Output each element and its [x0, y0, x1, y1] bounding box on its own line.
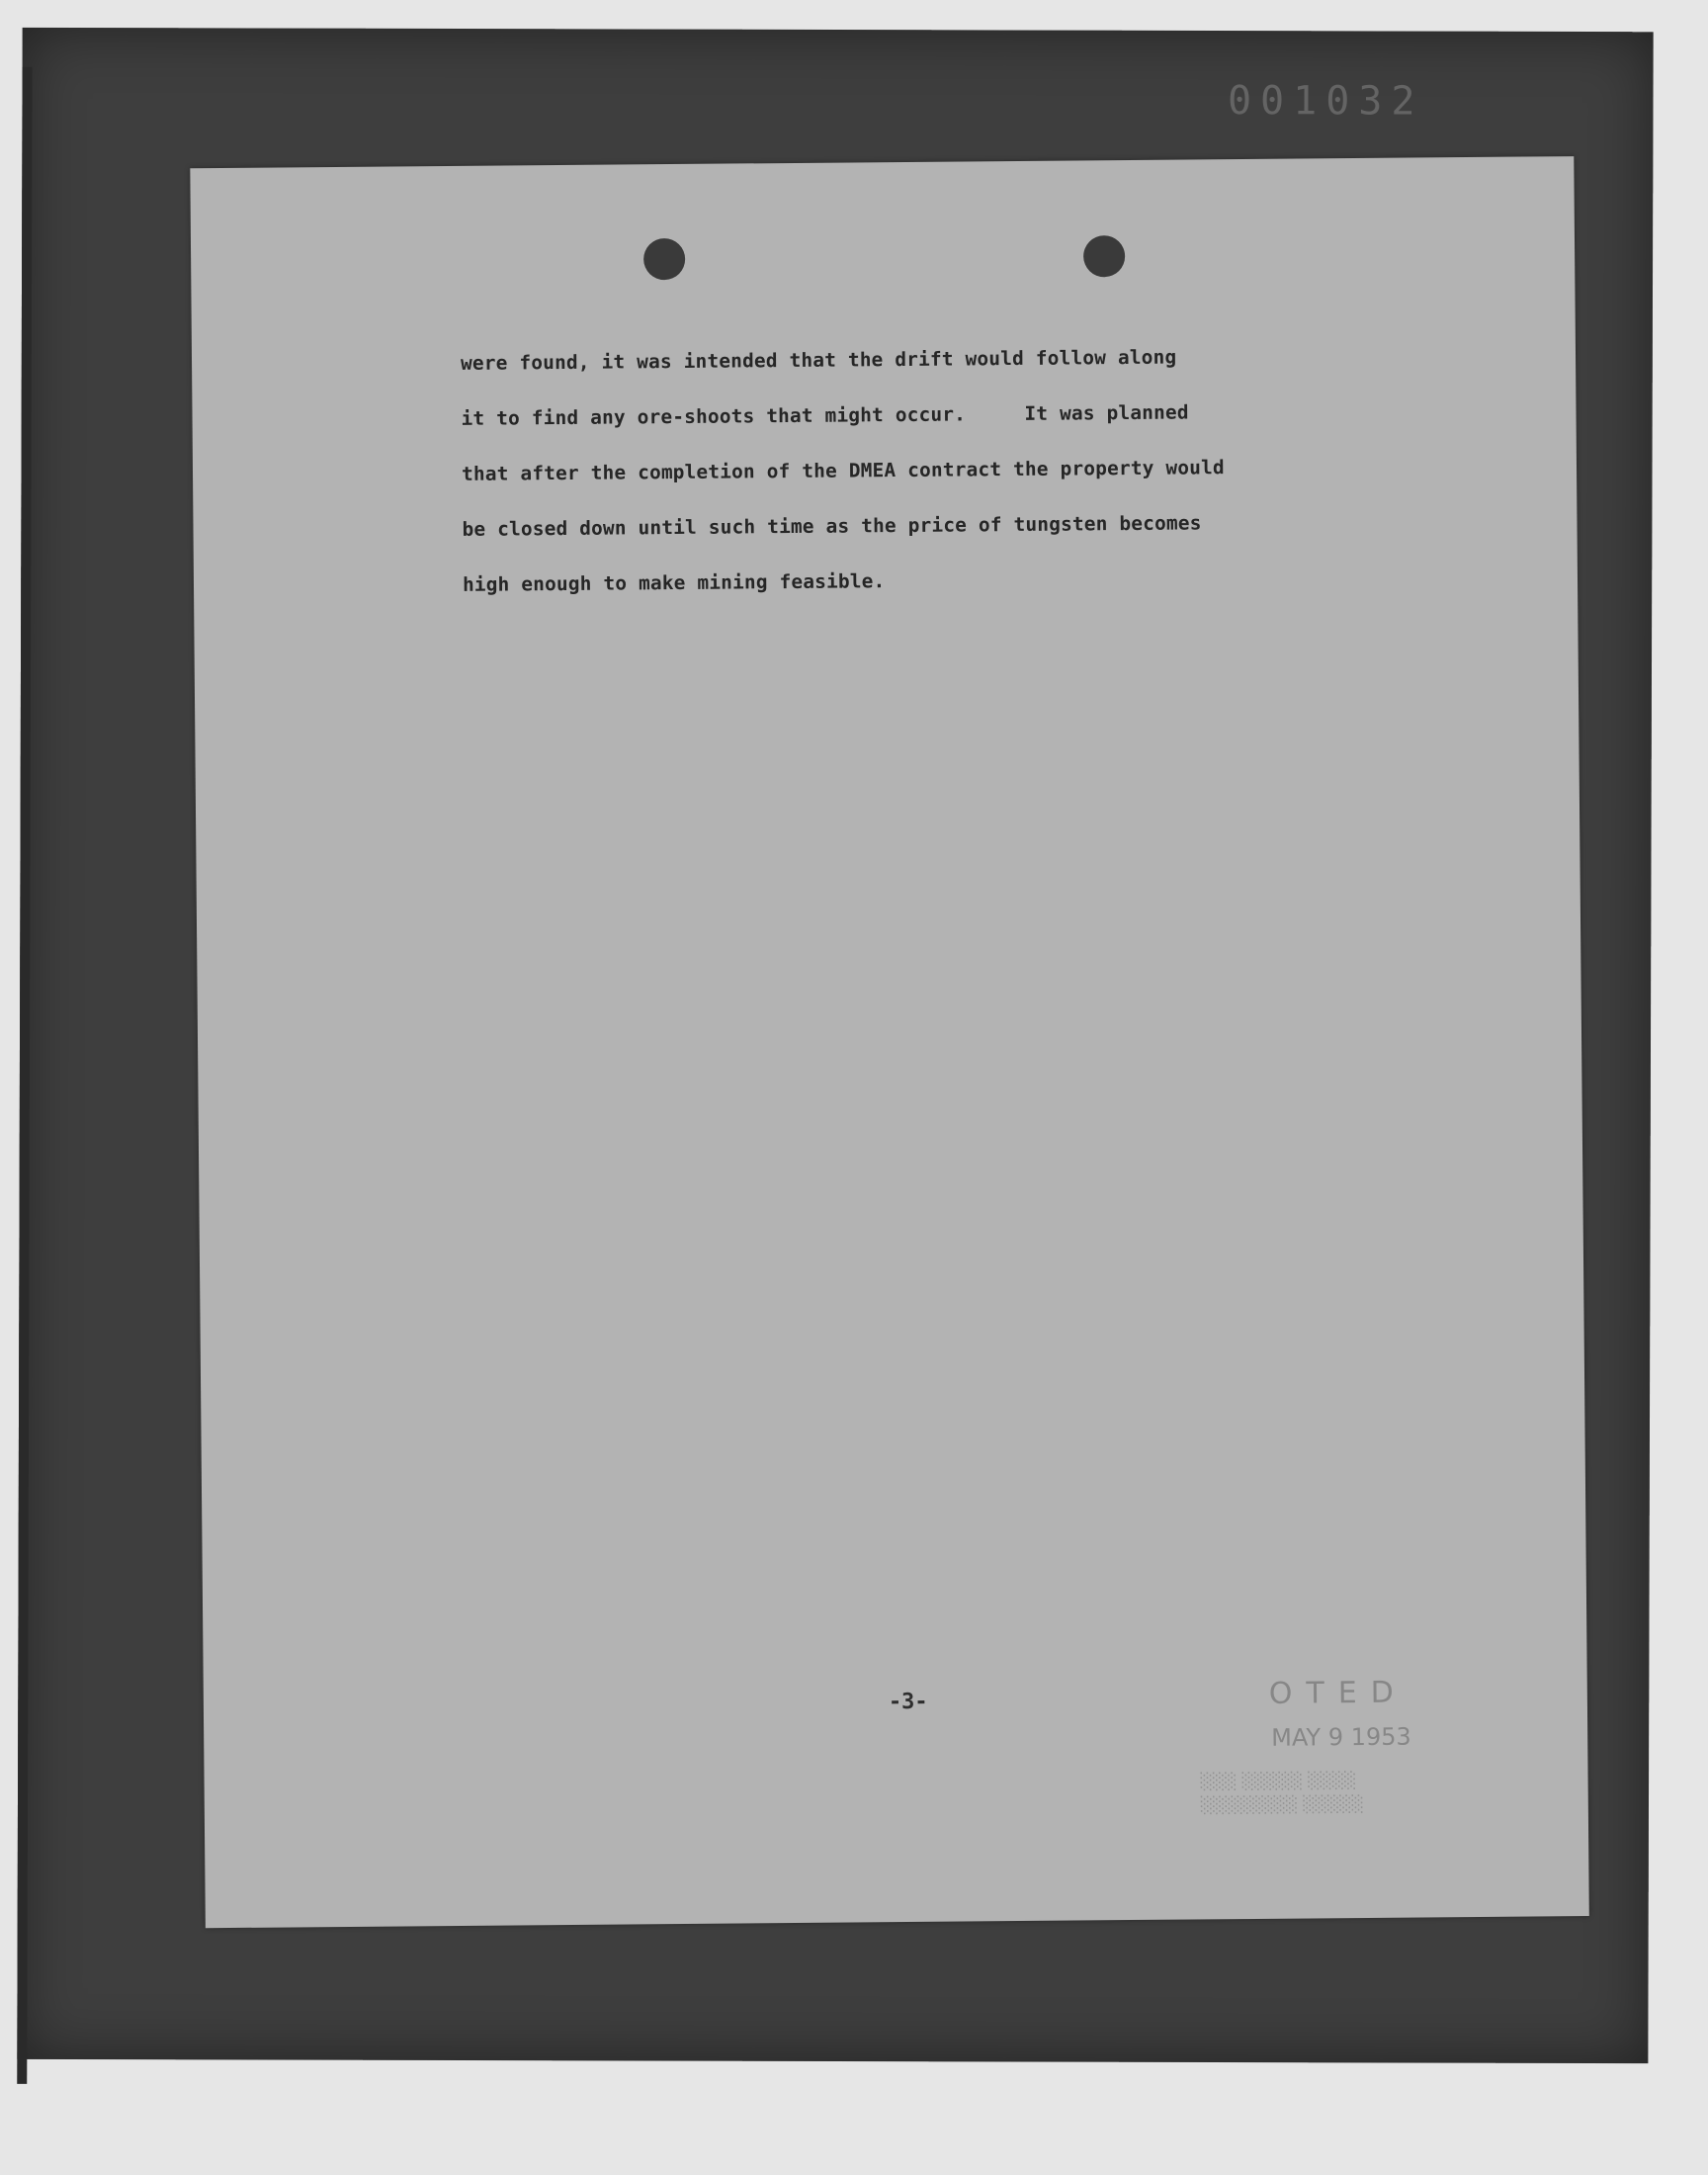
punch-hole	[643, 238, 685, 280]
stamp-illegible-line: ░░░░░░░░ ░░░░░	[1200, 1793, 1364, 1815]
stamp-word: OTED	[1268, 1675, 1408, 1711]
text-line: were found, it was intended that the drift would follow along	[460, 345, 1177, 375]
received-stamp	[1192, 1674, 1549, 1819]
stamp-illegible-line: ░░░ ░░░░░ ░░░░	[1200, 1771, 1357, 1791]
frame-edge	[17, 67, 32, 2084]
text-line: high enough to make mining feasible.	[462, 569, 886, 596]
text-line: it to find any ore-shoots that might occur. It was planned	[461, 400, 1189, 430]
document-number: 001032	[1227, 78, 1424, 125]
text-line: that after the completion of the DMEA contract the property would	[461, 456, 1225, 485]
document-page	[190, 156, 1588, 1928]
page-number: -3-	[888, 1689, 928, 1715]
text-line: be closed down until such time as the price of tungsten becomes	[462, 511, 1202, 541]
punch-hole	[1083, 235, 1125, 277]
stamp-date: MAY 9 1953	[1271, 1722, 1411, 1752]
scan-background	[17, 28, 1653, 2063]
body-paragraph	[461, 327, 1461, 613]
